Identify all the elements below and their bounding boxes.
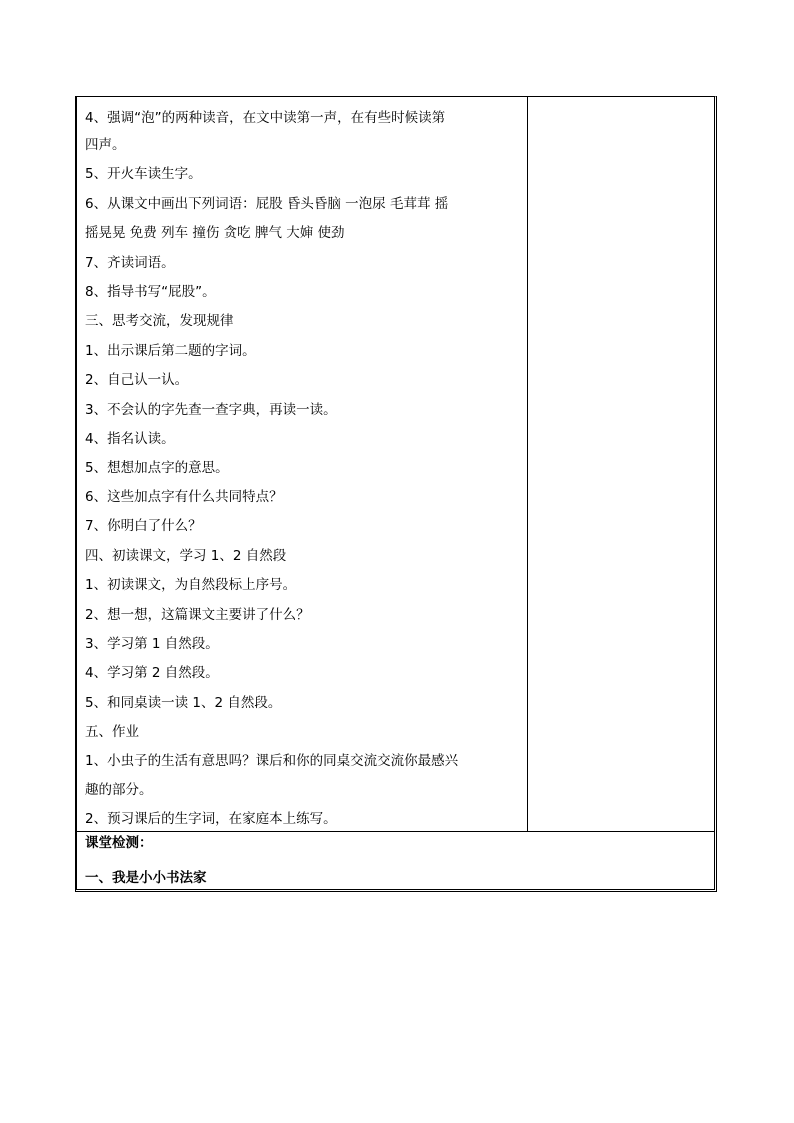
calligraphy-section-title: 一、我是小小书法家 <box>85 870 207 886</box>
lesson-line: 2、想一想，这篇课文主要讲了什么？ <box>85 607 310 623</box>
lesson-line: 7、齐读词语。 <box>85 255 175 271</box>
classroom-test-row <box>77 831 714 889</box>
lesson-line: 3、不会认的字先查一查字典，再读一读。 <box>85 402 337 418</box>
classroom-test-heading: 课堂检测： <box>85 835 153 851</box>
lesson-line: 趣的部分。 <box>85 782 153 798</box>
lesson-line: 5、开火车读生字。 <box>85 166 202 182</box>
lesson-line: 4、强调“泡”的两种读音，在文中读第一声，在有些时候读第 <box>85 110 446 126</box>
lesson-line: 2、预习课后的生字词，在家庭本上练写。 <box>85 811 337 827</box>
lesson-line: 五、作业 <box>85 724 139 740</box>
lesson-line: 2、自己认一认。 <box>85 372 189 388</box>
lesson-line: 四、初读课文，学习 1、2 自然段 <box>85 548 287 564</box>
lesson-line: 5、想想加点字的意思。 <box>85 460 229 476</box>
lesson-line: 1、初读课文，为自然段标上序号。 <box>85 577 297 593</box>
lesson-line: 4、学习第 2 自然段。 <box>85 665 219 681</box>
lesson-line: 三、思考交流，发现规律 <box>85 313 234 329</box>
lesson-line: 6、这些加点字有什么共同特点？ <box>85 489 283 505</box>
row-divider <box>77 831 714 832</box>
lesson-line: 1、小虫子的生活有意思吗？课后和你的同桌交流交流你最感兴 <box>85 753 459 769</box>
lesson-line: 7、你明白了什么？ <box>85 518 202 534</box>
lesson-line: 5、和同桌读一读 1、2 自然段。 <box>85 695 282 711</box>
lesson-line: 四声。 <box>85 137 126 153</box>
lesson-line: 6、从课文中画出下列词语：屁股 昏头昏脑 一泡尿 毛茸茸 摇 <box>85 196 449 212</box>
lesson-line: 摇晃晃 免费 列车 撞伤 贪吃 脾气 大婶 使劲 <box>85 225 345 241</box>
lesson-line: 1、出示课后第二题的字词。 <box>85 343 256 359</box>
lesson-line: 8、指导书写“屁股”。 <box>85 284 216 300</box>
lesson-steps-cell <box>77 97 528 831</box>
lesson-line: 4、指名认读。 <box>85 431 175 447</box>
lesson-table <box>75 96 717 892</box>
lesson-line: 3、学习第 1 自然段。 <box>85 636 219 652</box>
